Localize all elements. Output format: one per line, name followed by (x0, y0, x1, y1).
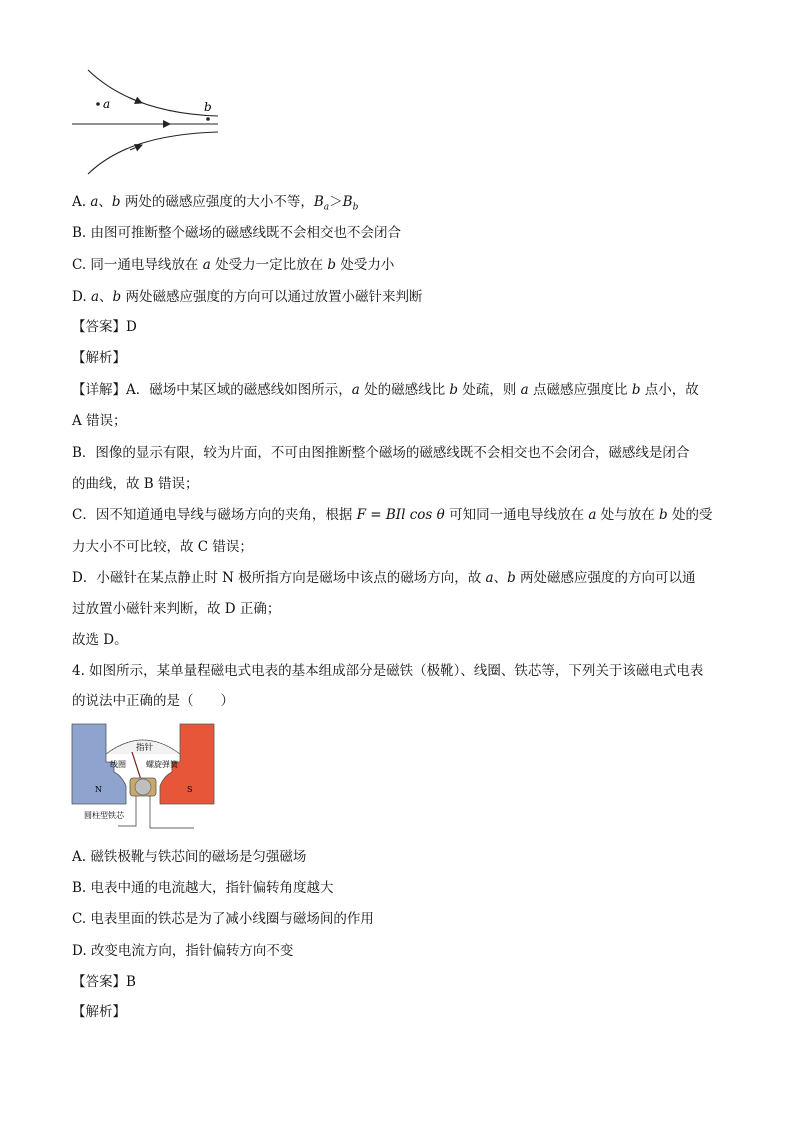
q4-option-c: C. 电表里面的铁芯是为了减小线圈与磁场间的作用 (72, 911, 374, 927)
q3-analysis-heading: 【解析】 (72, 350, 126, 366)
field-lines-figure (70, 66, 230, 178)
coil-label: 线圈 (110, 760, 126, 769)
q3-detail-c-line1: C．因不知道通电导线与磁场方向的夹角，根据 F = BIl cos θ 可知同一通电导线放在 a 处与放在 b 处的受 (72, 507, 713, 523)
spring-label: 螺旋弹簧 (146, 760, 178, 769)
point-b-label: b (204, 100, 212, 114)
q3-detail-b-line2: 的曲线，故 B 错误； (72, 476, 199, 492)
q3-option-a: A. a、b 两处的磁感应强度的大小不等，$B_a>B_b$ (72, 194, 359, 213)
q3-option-b: B. 由图可推断整个磁场的磁感线既不会相交也不会闭合 (72, 225, 402, 241)
q3-detail-a-line2: A 错误； (72, 413, 127, 429)
s-pole-label: S (187, 785, 193, 794)
meter-figure (70, 720, 218, 836)
q4-analysis-heading: 【解析】 (72, 1004, 126, 1020)
q3-conclusion: 故选 D。 (72, 632, 128, 648)
q3-detail-d-line2: 过放置小磁针来判断，故 D 正确； (72, 601, 281, 617)
q3-detail-a-line1: 【详解】A．磁场中某区域的磁感线如图所示，a 处的磁感线比 b 处疏，则 a 点磁感应强度比 b 点小，故 (72, 382, 699, 398)
q3-detail-c-line2: 力大小不可比较，故 C 错误； (72, 539, 253, 555)
iron-core (135, 779, 151, 795)
pointer-label: 指针 (136, 743, 154, 753)
q4-option-b: B. 电表中通的电流越大，指针偏转角度越大 (72, 880, 334, 896)
q4-answer: 【答案】B (72, 974, 136, 990)
q3-detail-d-line1: D．小磁针在某点静止时 N 极所指方向是磁场中该点的磁场方向，故 a、b 两处磁感应强度的方向可以通 (72, 570, 696, 586)
point-a-dot (96, 102, 100, 106)
point-a-label: a (103, 97, 111, 111)
q3-option-c: C. 同一通电导线放在 a 处受力一定比放在 b 处受力小 (72, 257, 395, 273)
q3-option-d: D. a、b 两处磁感应强度的方向可以通过放置小磁针来判断 (72, 289, 423, 305)
formula: F = BIl cos θ (356, 507, 445, 523)
q3-detail-b-line1: B．图像的显示有限，较为片面，不可由图推断整个磁场的磁感线既不会相交也不会闭合，磁感线是闭合 (72, 445, 690, 461)
q4-stem-line1: 4. 如图所示，某单量程磁电式电表的基本组成部分是磁铁（极靴）、线圈、铁芯等，下列关于该磁电式电表 (72, 663, 704, 679)
q4-stem-line2: 的说法中正确的是（ ） (72, 693, 234, 709)
upper-arrow (130, 98, 142, 103)
core-label: 圆柱型铁芯 (84, 811, 124, 820)
q4-option-d: D. 改变电流方向，指针偏转方向不变 (72, 943, 294, 959)
lower-field-line (88, 132, 218, 174)
q3-answer: 【答案】D (72, 319, 137, 335)
q4-option-a: A. 磁铁极靴与铁芯间的磁场是匀强磁场 (72, 849, 307, 865)
n-pole-label: N (95, 785, 102, 794)
point-b-dot (206, 117, 210, 121)
